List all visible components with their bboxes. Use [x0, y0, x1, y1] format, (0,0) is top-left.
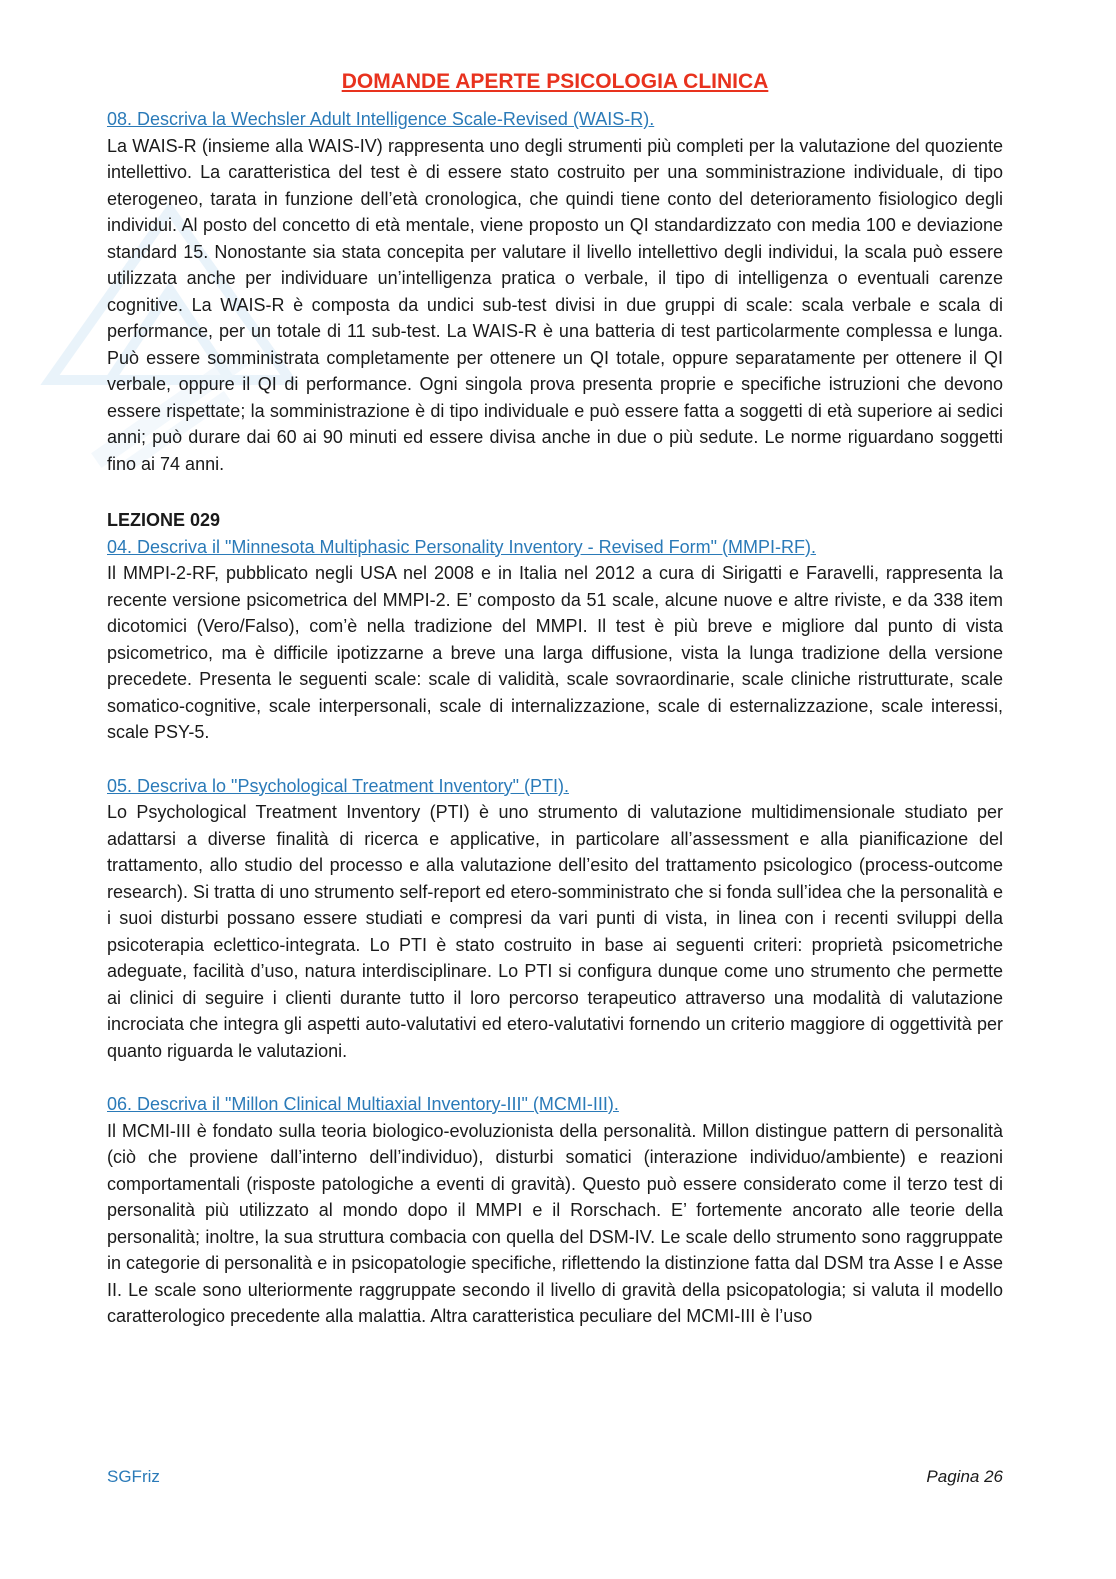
question-05-answer: Lo Psychological Treatment Inventory (PTI) è uno strumento di valutazione multidimensionale studiato per adattarsi a diverse finalità di ricerca e applicative, in particolare all’assessment e alla pianificazione del trattamento, allo studio del processo e alla valutazione dell’esito del trattamento psicologico (process-outcome research). Si tratta di uno strumento self-report ed etero-somministrato che si fonda sull’idea che la personalità e i suoi disturbi possano essere studiati e compresi da vari punti di vista, in linea con i recenti sviluppi della psicoterapia eclettico-integrata. Lo PTI è stato costruito in base ai seguenti criteri: proprietà psicometriche adeguate, facilità d’uso, natura interdisciplinare. Lo PTI si configura dunque come uno strumento che permette ai clinici di seguire i clienti durante tutto il loro percorso terapeutico attraverso una modalità di valutazione incrociata che integra gli aspetti auto-valutativi ed etero-valutativi fornendo un criterio maggiore di oggettività per quanto riguarda le valutazioni. [107, 802, 1003, 1061]
question-06-answer: Il MCMI-III è fondato sulla teoria biologico-evoluzionista della personalità. Millon distingue pattern di personalità (ciò che proviene dall’interno dell’individuo), disturbi somatici (interazione individuo/ambiente) e reazioni comportamentali (risposte patologiche a eventi di gravità). Questo può essere considerato come il terzo test di personalità più utilizzato al mondo dopo il MMPI e il Rorschach. E’ fortemente ancorato alle teorie della personalità; inoltre, la sua struttura combacia con quella del DSM-IV. Le scale dello strumento sono raggruppate in categorie di personalità e in psicopatologie specifiche, riflettendo la distinzione fatta dal DSM tra Asse I e Asse II. Le scale sono ulteriormente raggruppate secondo il livello di gravità della psicopatologia; si valuta il modello caratterologico precedente alla malattia. Altra caratteristica peculiare del MCMI-III è l’uso [107, 1120, 1003, 1326]
document-page [107, 66, 1003, 1330]
section-spacer [107, 746, 1003, 773]
footer-author: SGFriz [107, 1467, 160, 1486]
question-08-link[interactable]: 08. Descriva la Wechsler Adult Intelligence Scale-Revised (WAIS-R). [107, 109, 655, 129]
question-08-answer: La WAIS-R (insieme alla WAIS-IV) rappresenta uno degli strumenti più completi per la valutazione del quoziente intellettivo. La caratteristica del test è di essere stato costruito per una somministrazione individuale, di tipo eterogeneo, tarata in funzione dell’età cronologica, che quindi tiene conto del deterioramento fisiologico degli individui. Al posto del concetto di età mentale, viene proposto un QI standardizzato con media 100 e deviazione standard 15. Nonostante sia stata concepita per valutare il livello intellettivo degli individui, la scala può essere utilizzata anche per individuare un’intelligenza pratica o verbale, il tipo di intelligenza o eventuali carenze cognitive. La WAIS-R è composta da undici sub-test divisi in due gruppi di scale: scala verbale e scala di performance, per un totale di 11 sub-test. La WAIS-R è una batteria di test particolarmente complessa e lunga. Può essere somministrata completamente per ottenere un QI totale, oppure separatamente per ottenere il QI verbale, oppure il QI di performance. Ogni singola prova presenta proprie e specifiche istruzioni che devono essere rispettate; la somministrazione è di tipo individuale e può essere fatta a soggetti di età superiore ai sedici anni; può durare dai 60 ai 90 minuti ed essere divisa anche in due o più sedute. Le norme riguardano soggetti fino ai 74 anni. [107, 135, 1003, 474]
section-spacer [107, 1064, 1003, 1091]
document-title: DOMANDE APERTE PSICOLOGIA CLINICA [341, 70, 769, 93]
question-05-link[interactable]: 05. Descriva lo "Psychological Treatment Inventory" (PTI). [107, 775, 569, 796]
question-04-link[interactable]: 04. Descriva il "Minnesota Multiphasic Personality Inventory - Revised Form" (MMPI-RF). [107, 536, 816, 557]
question-04-answer: Il MMPI-2-RF, pubblicato negli USA nel 2008 e in Italia nel 2012 a cura di Sirigatti e Faravelli, rappresenta la recente versione psicometrica del MMPI-2. E’ composto da 51 scale, alcune nuove e altre riviste, e da 338 item dicotomici (Vero/Falso), com’è nella tradizione del MMPI. Il test è più breve e migliore dal punto di vista psicometrico, ma è difficile ipotizzarne a breve una larga diffusione, vista la lunga tradizione della versione precedete. Presenta le seguenti scale: scale di validità, scale sovraordinarie, scale cliniche ristrutturate, scale somatico-cognitive, scale interpersonali, scale di internalizzazione, scale di esternalizzazione, scale interessi, scale PSY-5. [107, 563, 1003, 742]
question-06-link[interactable]: 06. Descriva il "Millon Clinical Multiaxial Inventory-III" (MCMI-III). [107, 1094, 619, 1114]
footer-page-number: Pagina 26 [926, 1467, 1003, 1486]
lesson-heading: LEZIONE 029 [107, 510, 221, 530]
